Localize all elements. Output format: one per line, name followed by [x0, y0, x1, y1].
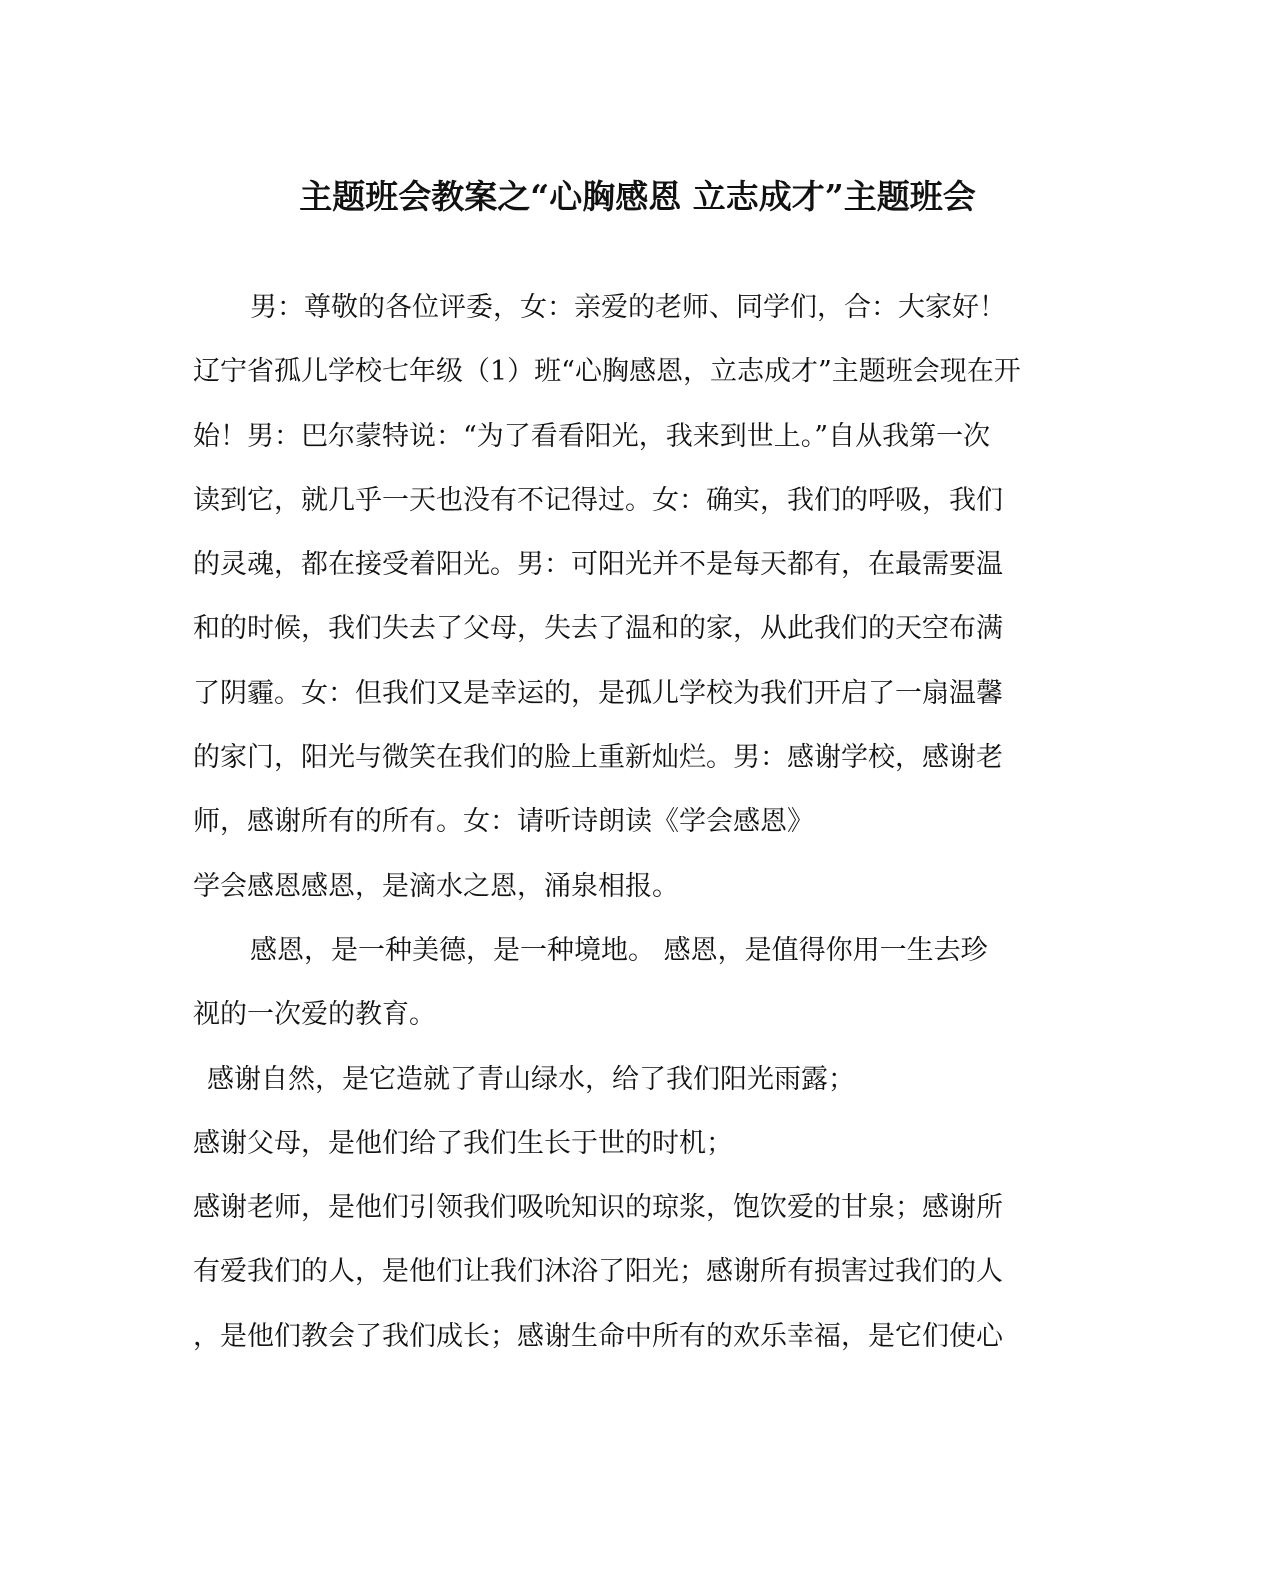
body-line: 读到它，就几乎一天也没有不记得过。女：确实，我们的呼吸，我们: [193, 484, 1003, 516]
body-line: 学会感恩感恩，是滴水之恩，涌泉相报。: [193, 870, 679, 902]
body-line: 有爱我们的人，是他们让我们沐浴了阳光；感谢所有损害过我们的人: [193, 1256, 1003, 1288]
document-title: 主题班会教案之“心胸感恩 立志成才”主题班会: [299, 177, 976, 216]
document-body: [193, 276, 1073, 1369]
body-line: ，是他们教会了我们成长；感谢生命中所有的欢乐幸福，是它们使心: [193, 1320, 1003, 1352]
body-line: 师，感谢所有的所有。女：请听诗朗读《学会感恩》: [193, 806, 814, 838]
body-line: 感谢自然，是它造就了青山绿水，给了我们阳光雨露；: [207, 1063, 855, 1095]
body-line: 感恩，是一种美德，是一种境地。 感恩，是值得你用一生去珍: [250, 934, 988, 966]
body-line: 感谢老师，是他们引领我们吸吮知识的琼浆，饱饮爱的甘泉；感谢所: [193, 1192, 1003, 1224]
body-line: 感谢父母，是他们给了我们生长于世的时机；: [193, 1127, 733, 1159]
body-line: 的家门，阳光与微笑在我们的脸上重新灿烂。男：感谢学校，感谢老: [193, 742, 1003, 774]
body-line: 男：尊敬的各位评委，女：亲爱的老师、同学们，合：大家好！: [250, 292, 1006, 323]
body-line: 始！男：巴尔蒙特说：“为了看看阳光，我来到世上。”自从我第一次: [193, 420, 991, 452]
body-line: 了阴霾。女：但我们又是幸运的，是孤儿学校为我们开启了一扇温馨: [193, 677, 1003, 709]
body-line: 的灵魂，都在接受着阳光。男：可阳光并不是每天都有，在最需要温: [193, 549, 1003, 581]
body-line: 和的时候，我们失去了父母，失去了温和的家，从此我们的天空布满: [193, 613, 1003, 645]
body-line: 辽宁省孤儿学校七年级（1）班“心胸感恩，立志成才”主题班会现在开: [193, 356, 1021, 388]
body-line: 视的一次爱的教育。: [193, 999, 436, 1031]
